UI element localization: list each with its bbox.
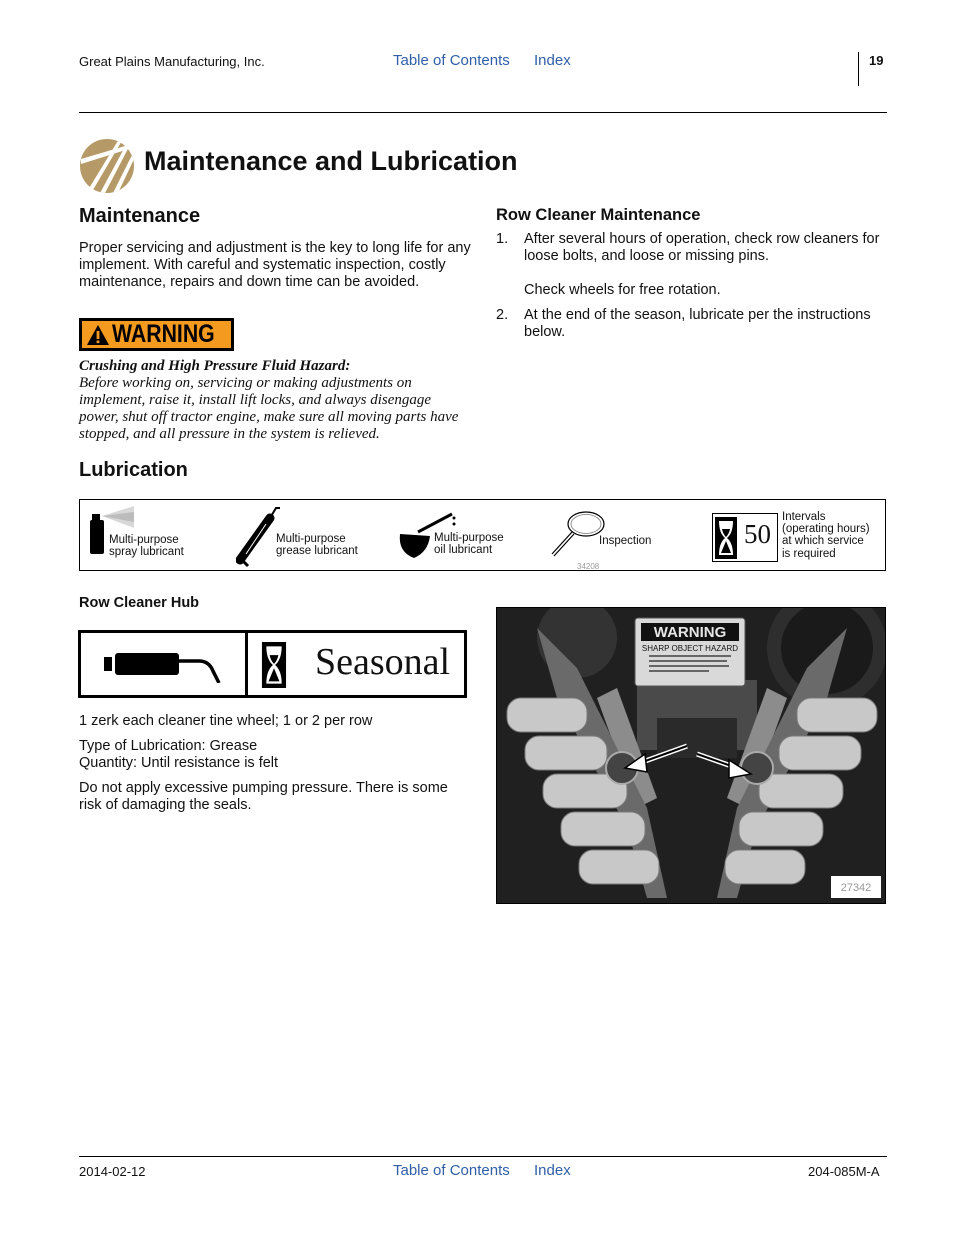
warning-signal-word — [79, 318, 234, 351]
magnifying-glass-icon — [548, 508, 608, 558]
step-2 — [496, 307, 888, 341]
page-number: 19 — [869, 53, 884, 68]
footer-index-link[interactable]: Index — [534, 1162, 571, 1179]
lubrication-type-text: Type of Lubrication: Grease — [79, 738, 258, 754]
hazard-text: Before working on, servicing or making adjustments on implement, raise it, install lift locks, and always disengage power, shut off tractor engine, make sure all moving parts have stopped, and all pressure in the system is relieved. — [79, 375, 459, 442]
lube-box-divider — [245, 633, 248, 695]
step-subtext: Check wheels for free rotation. — [524, 282, 721, 298]
hourglass-icon — [715, 517, 737, 559]
maintenance-paragraph: Proper servicing and adjustment is the key to long life for any implement. With careful and systematic inspection, costly maintenance, repairs and down time can be avoided. — [79, 240, 471, 290]
document-number: 204-085M-A — [808, 1164, 880, 1179]
grease-gun-icon — [236, 504, 280, 568]
photo-decal-title: WARNING — [653, 624, 727, 641]
row-cleaner-steps — [496, 231, 888, 341]
row-cleaner-hub-heading: Row Cleaner Hub — [79, 595, 200, 611]
row-cleaner-maintenance-heading: Row Cleaner Maintenance — [496, 206, 701, 224]
maintenance-heading: Maintenance — [79, 205, 201, 227]
header-toc-link[interactable]: Table of Contents — [393, 52, 510, 69]
header-index-link[interactable]: Index — [534, 52, 571, 69]
section-title: Maintenance and Lubrication — [144, 146, 518, 176]
grease-gun-icon — [101, 643, 225, 683]
step-number: 2. — [496, 307, 509, 323]
grease-lubricant-label: Multi-purpose grease lubricant — [276, 533, 358, 557]
service-interval: Seasonal — [315, 641, 451, 683]
warning-triangle-icon — [86, 324, 110, 346]
interval-description: Intervals (operating hours) at which service is required — [782, 511, 870, 560]
row-cleaner-hub-lube-box — [78, 630, 467, 698]
header-rule — [79, 112, 887, 113]
photo-decal-subtitle: SHARP OBJECT HAZARD — [641, 644, 739, 653]
spray-lubricant-label: Multi-purpose spray lubricant — [109, 534, 184, 558]
step-text: After several hours of operation, check row cleaners for loose bolts, and loose or missing pins. — [524, 231, 880, 264]
hourglass-icon — [261, 642, 287, 688]
lubrication-heading: Lubrication — [79, 459, 188, 481]
row-cleaner-illustration — [497, 608, 885, 903]
footer-date: 2014-02-12 — [79, 1164, 146, 1179]
legend-figure-id: 34208 — [577, 562, 600, 571]
step-1 — [496, 231, 888, 265]
hazard-title: Crushing and High Pressure Fluid Hazard: — [79, 358, 351, 374]
interval-value: 50 — [744, 519, 771, 549]
great-plains-logo-icon — [79, 137, 135, 195]
pressure-caution-text: Do not apply excessive pumping pressure. There is some risk of damaging the seals. — [79, 780, 448, 813]
step-1-sub — [496, 282, 888, 307]
lubrication-quantity-text: Quantity: Until resistance is felt — [79, 755, 279, 771]
zerk-count-text: 1 zerk each cleaner tine wheel; 1 or 2 per row — [79, 713, 373, 729]
warning-label: WARNING — [112, 320, 215, 348]
row-cleaner-photo — [496, 607, 886, 904]
oil-lubricant-label: Multi-purpose oil lubricant — [434, 532, 504, 556]
lubrication-legend — [79, 499, 886, 571]
step-number: 1. — [496, 231, 509, 247]
photo-figure-id: 27342 — [840, 882, 872, 894]
inspection-label: Inspection — [599, 535, 652, 547]
step-text: At the end of the season, lubricate per the instructions below. — [524, 307, 871, 340]
footer-rule — [79, 1156, 887, 1157]
company-name: Great Plains Manufacturing, Inc. — [79, 54, 265, 69]
interval-box — [712, 513, 778, 562]
footer-toc-link[interactable]: Table of Contents — [393, 1162, 510, 1179]
header-divider — [858, 52, 859, 86]
